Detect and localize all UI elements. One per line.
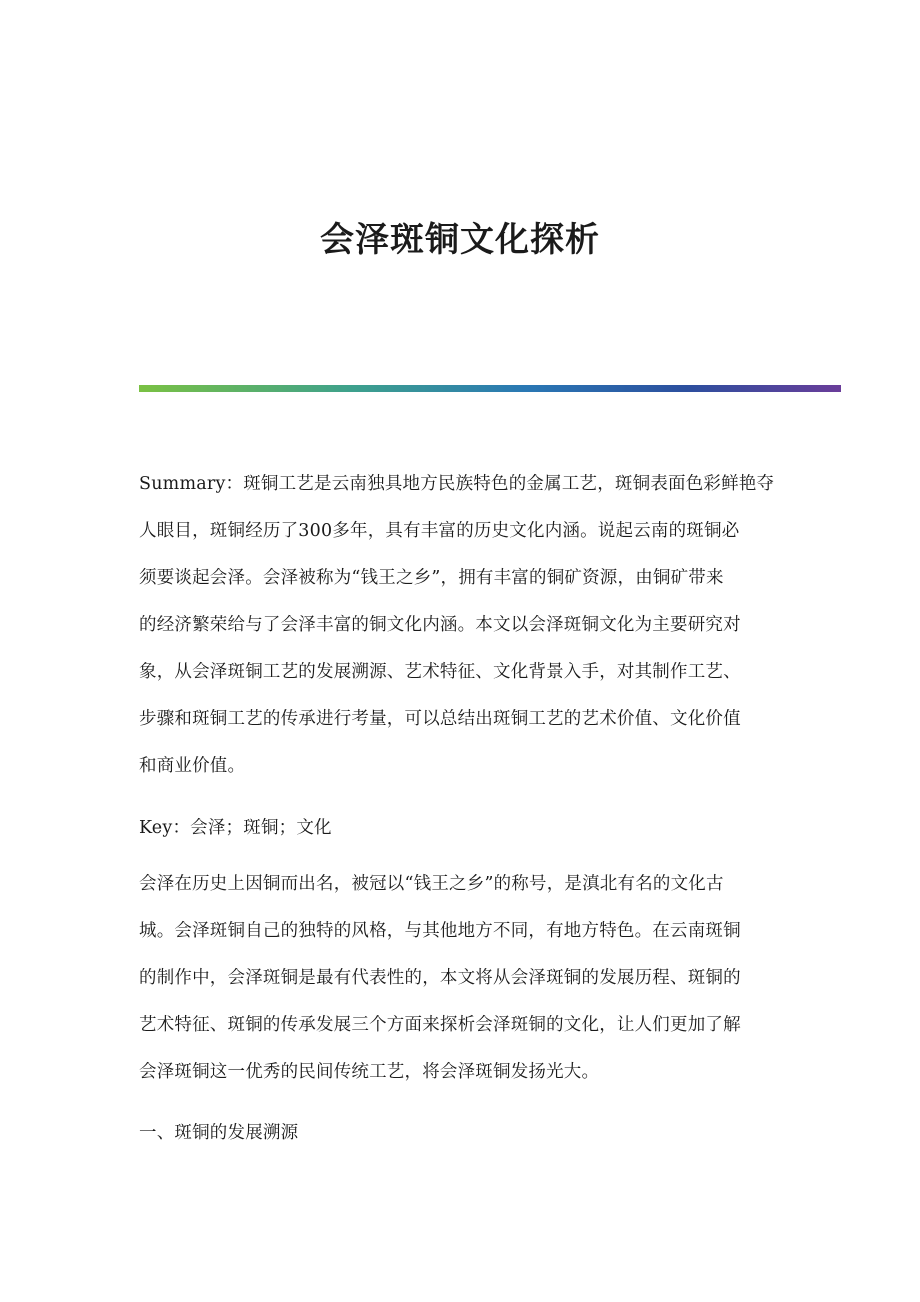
summary-paragraph — [139, 461, 779, 790]
summary-line: 象，从会泽斑铜工艺的发展溯源、艺术特征、文化背景入手，对其制作工艺、 — [139, 662, 741, 682]
intro-line: 会泽在历史上因铜而出名，被冠以“钱王之乡”的称号，是滇北有名的文化古 — [139, 874, 724, 894]
section-heading-text: 一、斑铜的发展溯源 — [139, 1123, 299, 1143]
intro-line: 艺术特征、斑铜的传承发展三个方面来探析会泽斑铜的文化，让人们更加了解 — [139, 1015, 741, 1035]
summary-line: 的经济繁荣给与了会泽丰富的铜文化内涵。本文以会泽斑铜文化为主要研究对 — [139, 615, 741, 635]
summary-line: 和商业价值。 — [139, 756, 246, 776]
summary-line: 须要谈起会泽。会泽被称为“钱王之乡”，拥有丰富的铜矿资源，由铜矿带来 — [139, 568, 724, 588]
intro-line: 的制作中，会泽斑铜是最有代表性的，本文将从会泽斑铜的发展历程、斑铜的 — [139, 968, 741, 988]
intro-line: 会泽斑铜这一优秀的民间传统工艺，将会泽斑铜发扬光大。 — [139, 1062, 600, 1082]
intro-paragraph — [139, 861, 779, 1096]
title-divider — [139, 385, 841, 392]
document-title: 会泽斑铜文化探析 — [320, 220, 600, 260]
summary-line: 步骤和斑铜工艺的传承进行考量，可以总结出斑铜工艺的艺术价值、文化价值 — [139, 709, 741, 729]
summary-line: 人眼目，斑铜经历了300多年，具有丰富的历史文化内涵。说起云南的斑铜必 — [139, 521, 740, 541]
intro-line: 城。会泽斑铜自己的独特的风格，与其他地方不同，有地方特色。在云南斑铜 — [139, 921, 741, 941]
summary-line: Summary：斑铜工艺是云南独具地方民族特色的金属工艺，斑铜表面色彩鲜艳夺 — [139, 474, 775, 494]
section-heading-1 — [139, 1110, 779, 1157]
keywords-line: Key：会泽；斑铜；文化 — [139, 818, 332, 838]
keywords-paragraph — [139, 805, 779, 852]
